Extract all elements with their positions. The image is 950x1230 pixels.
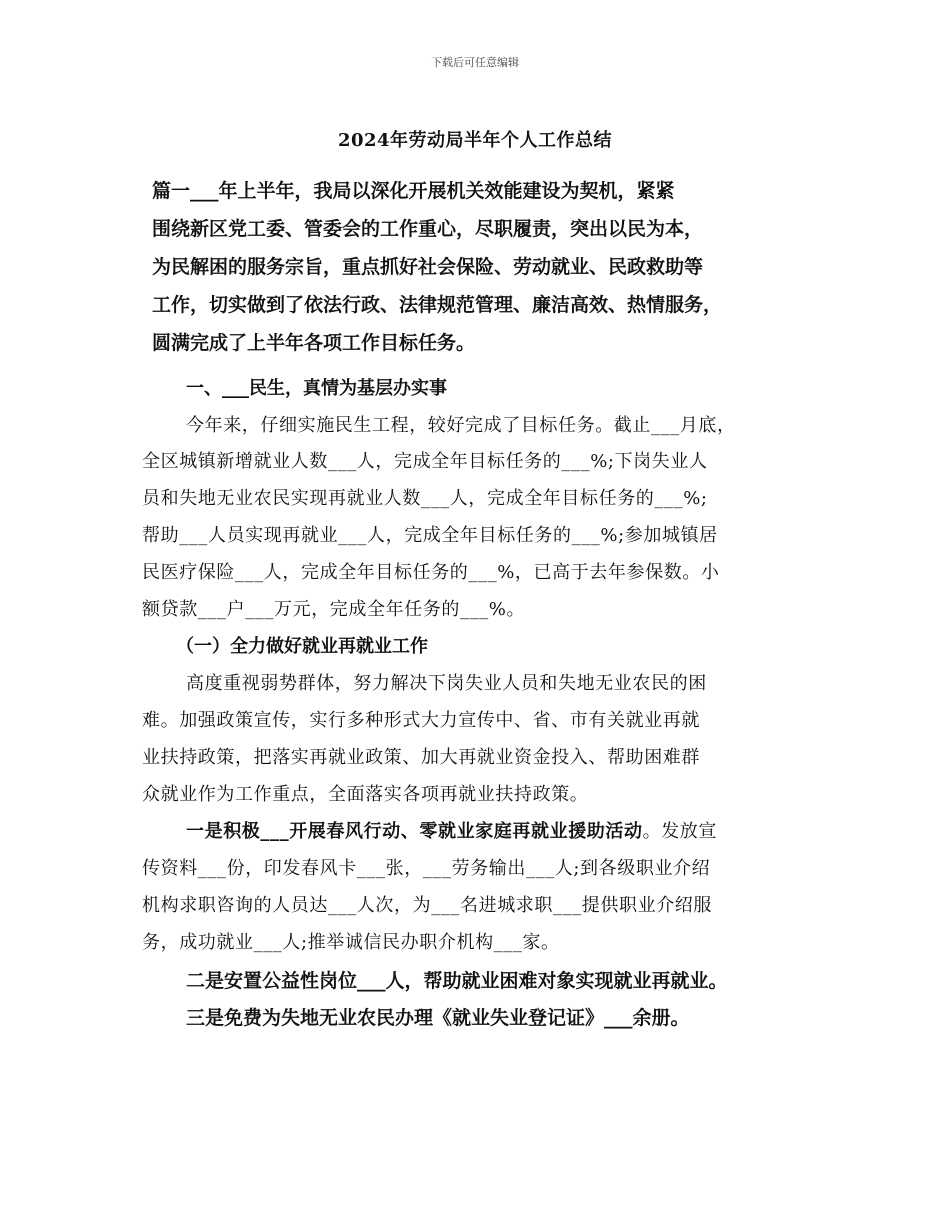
paragraph-line: 帮助___人员实现再就业___人，完成全年目标任务的___%;参加城镇居	[142, 525, 718, 546]
paragraph-line: 众就业作为工作重点，全面落实各项再就业扶持政策。	[142, 784, 589, 805]
intro-line: 工作，切实做到了依法行政、法律规范管理、廉洁高效、热情服务，	[152, 294, 723, 316]
point-one-rest: 。发放宣	[642, 821, 718, 842]
paragraph-line: 全区城镇新增就业人数___人，完成全年目标任务的___%;下岗失业人	[142, 451, 708, 472]
point-one-line	[186, 817, 717, 843]
section-heading: 一、___民生，真情为基层办实事	[186, 378, 447, 399]
intro-line: 围绕新区党工委、管委会的工作重心，尽职履责，突出以民为本，	[152, 218, 704, 240]
intro-line: 篇一___年上半年，我局以深化开展机关效能建设为契机，紧紧	[152, 180, 675, 202]
paragraph-line: 额贷款___户___万元，完成全年任务的___%。	[142, 599, 526, 620]
paragraph-line: 传资料___份，印发春风卡___张，___劳务输出___人;到各级职业介绍	[142, 858, 711, 879]
intro-line: 圆满完成了上半年各项工作目标任务。	[152, 332, 476, 354]
point-one-bold: 一是积极___开展春风行动、零就业家庭再就业援助活动	[186, 821, 643, 842]
point-two-line: 二是安置公益性岗位___人，帮助就业困难对象实现就业再就业。	[186, 970, 728, 992]
paragraph-line: 高度重视弱势群体，努力解决下岗失业人员和失地无业农民的困	[186, 673, 707, 694]
header-note: 下载后可任意编辑	[431, 56, 519, 69]
paragraph-line: 机构求职咨询的人员达___人次，为___名进城求职___提供职业介绍服	[142, 895, 712, 916]
paragraph-line: 员和失地无业农民实现再就业人数___人，完成全年目标任务的___%;	[142, 488, 708, 509]
paragraph-line: 难。加强政策宣传，实行多种形式大力宣传中、省、市有关就业再就	[142, 710, 700, 731]
paragraph-line: 务，成功就业___人;推举诚信民办职介机构___家。	[142, 932, 560, 953]
subsection-heading: （一）全力做好就业再就业工作	[176, 636, 428, 657]
paragraph-line: 业扶持政策，把落实再就业政策、加大再就业资金投入、帮助困难群	[142, 747, 700, 768]
point-three-line: 三是免费为失地无业农民办理《就业失业登记证》___余册。	[186, 1007, 690, 1029]
intro-line: 为民解困的服务宗旨，重点抓好社会保险、劳动就业、民政救助等	[152, 256, 704, 278]
paragraph-line: 民医疗保险___人，完成全年目标任务的___%，已高于去年参保数。小	[142, 562, 720, 583]
paragraph-line: 今年来，仔细实施民生工程，较好完成了目标任务。截止___月底，	[186, 415, 736, 436]
document-title: 2024年劳动局半年个人工作总结	[337, 130, 613, 151]
